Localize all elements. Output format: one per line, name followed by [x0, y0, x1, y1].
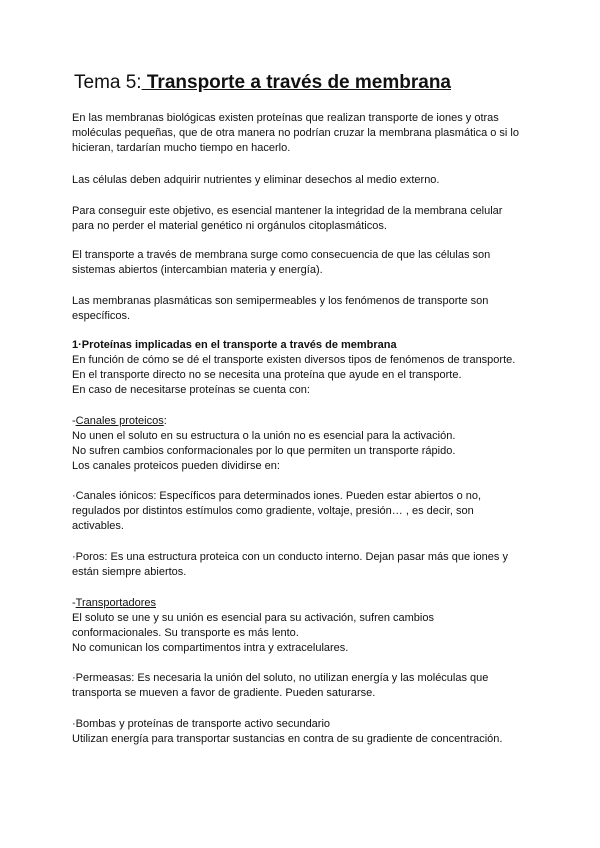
canales-title: Canales proteicos [75, 415, 164, 427]
canales-dash: - [72, 415, 76, 427]
transportadores-line-2: conformacionales. Su transporte es más lento. [72, 627, 299, 639]
ionicos-line-2: regulados por distintos estímulos como gradiente, voltaje, presión… , es decir, son [72, 505, 474, 517]
canales-line-3: Los canales proteicos pueden dividirse en: [72, 460, 280, 472]
page-title [74, 71, 451, 95]
paragraph-5-line-2: específicos. [72, 310, 131, 322]
title-main: Transporte a través de membrana [141, 72, 452, 93]
paragraph-1-line-2: moléculas pequeñas, que de otra manera no podrían cruzar la membrana plasmática o si lo [72, 127, 519, 139]
paragraph-2-line-1: Las células deben adquirir nutrientes y eliminar desechos al medio externo. [72, 174, 440, 186]
title-prefix: Tema 5: [74, 72, 142, 93]
poros-line-2: están siempre abiertos. [72, 566, 187, 578]
poros-line-1: ·Poros: Es una estructura proteica con un conducto interno. Dejan pasar más que iones y [72, 551, 508, 563]
transportadores-line-1: El soluto se une y su unión es esencial para su activación, sufren cambios [72, 612, 434, 624]
paragraph-3-line-1: Para conseguir este objetivo, es esencial mantener la integridad de la membrana celular [72, 205, 503, 217]
section-1-line-1: En función de cómo se dé el transporte existen diversos tipos de fenómenos de transporte. [72, 354, 516, 366]
transportadores-heading [72, 596, 156, 610]
section-1-heading: 1·Proteínas implicadas en el transporte a través de membrana [72, 339, 397, 351]
paragraph-4-line-2: sistemas abiertos (intercambian materia y energía). [72, 264, 323, 276]
transportadores-line-3: No comunican los compartimentos intra y extracelulares. [72, 642, 349, 654]
paragraph-3-line-2: para no perder el material genético ni orgánulos citoplasmáticos. [72, 220, 387, 232]
paragraph-4-line-1: El transporte a través de membrana surge como consecuencia de que las células son [72, 249, 491, 261]
paragraph-1-line-1: En las membranas biológicas existen proteínas que realizan transporte de iones y otras [72, 112, 499, 124]
permeasas-line-2: transporta se mueven a favor de gradiente. Pueden saturarse. [72, 687, 376, 699]
canales-colon: : [163, 415, 167, 427]
transportadores-dash: - [72, 597, 76, 609]
paragraph-1-line-3: hicieran, tardarían mucho tiempo en hacerlo. [72, 142, 291, 154]
permeasas-line-1: ·Permeasas: Es necesaria la unión del soluto, no utilizan energía y las moléculas que [72, 672, 489, 684]
section-1-line-3: En caso de necesitarse proteínas se cuenta con: [72, 384, 310, 396]
canales-heading [72, 414, 167, 428]
paragraph-5-line-1: Las membranas plasmáticas son semipermeables y los fenómenos de transporte son [72, 295, 489, 307]
bombas-line-2: Utilizan energía para transportar sustancias en contra de su gradiente de concentración. [72, 733, 503, 745]
bombas-line-1: ·Bombas y proteínas de transporte activo secundario [72, 718, 331, 730]
section-1-line-2: En el transporte directo no se necesita una proteína que ayude en el transporte. [72, 369, 462, 381]
transportadores-title: Transportadores [75, 597, 156, 609]
canales-line-1: No unen el soluto en su estructura o la unión no es esencial para la activación. [72, 430, 456, 442]
ionicos-line-3: activables. [72, 520, 124, 532]
ionicos-line-1: ·Canales iónicos: Específicos para determinados iones. Pueden estar abiertos o no, [72, 490, 482, 502]
canales-line-2: No sufren cambios conformacionales por lo que permiten un transporte rápido. [72, 445, 456, 457]
